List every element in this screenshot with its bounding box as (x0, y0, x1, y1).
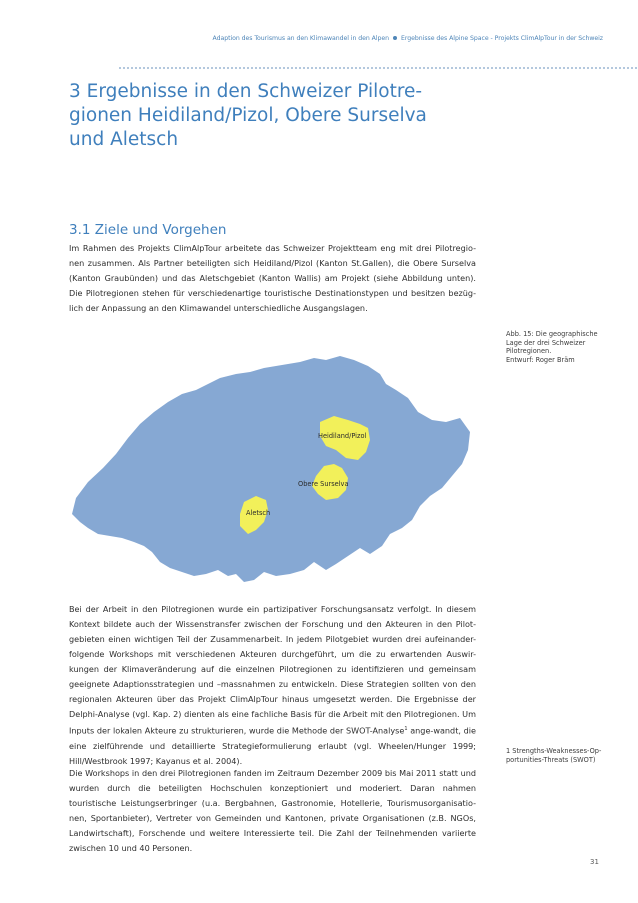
chapter-title-line-2: gionen Heidiland/Pizol, Obere Surselva (69, 105, 427, 126)
footnote (506, 747, 611, 764)
footnote-line-1: 1 Strengths-Weaknesses-Op- (506, 747, 602, 755)
dotted-divider (118, 67, 638, 69)
caption-line-1: Abb. 15: Die geographische (506, 330, 598, 338)
running-head (180, 35, 603, 42)
paragraph-workshops: Die Workshops in den drei Pilotregionen fanden im Zeitraum Dezember 2009 bis Mai 2011 statt und wurden durch die beteiligten Hochschulen konzeptioniert und moderiert. Daran nahmen touristische Leistungserbringer (u.a. Bergbahnen, Gastronomie, Hotellerie, Tourismusorganisatio-nen, Sportanbieter), Vertreter von Gemeinden und Kantonen, private Organisationen (z.B. NGOs, Landwirtschaft), Forschende und weitere Interessierte teil. Die Zahl der Teilnehmenden variierte zwischen 10 und 40 Personen. (69, 768, 476, 853)
caption-line-2: Lage der drei Schweizer (506, 338, 586, 347)
switzerland-outline (72, 356, 470, 582)
paragraph-intro: Im Rahmen des Projekts ClimAlpTour arbeitete das Schweizer Projektteam eng mit drei Pilotregio-nen zusammen. Als Partner beteiligten sich Heidiland/Pizol (Kanton St.Gallen), die Obere Surselva (Kanton Graubünden) und das Aletschgebiet (Kanton Wallis) am Projekt (siehe Abbildung unten). Die Pilotregionen stehen für verschiedenartige touristische Destinationstypen und besitzen bezüg-lich der Anpassung an den Klimawandel unterschiedliche Ausgangslagen. (69, 243, 476, 313)
figure-caption (506, 330, 611, 364)
label-heidiland-pizol: Heidiland/Pizol (318, 432, 367, 440)
label-aletsch: Aletsch (246, 509, 271, 517)
caption-line-3: Pilotregionen. (506, 347, 552, 356)
paragraph-method-text-1: Bei der Arbeit in den Pilotregionen wurde ein partizipativer Forschungsansatz verfolgt. In diesem Kontext bildete auch der Wissenstransfer zwischen der Forschung und den Akteuren in den Pilot-gebieten einen wichtigen Teil der Zusammenarbeit. In jedem Pilotgebiet wurden drei aufeinander-folgende Workshops mit verschiedenen Akteuren durchgeführt, um die zu erwartenden Auswir-kungen der Klimaveränderung auf die einzelnen Pilotregionen zu identifizieren und gemeinsam geeignete Adaptionsstrategien und –massnahmen zu entwickeln. Diese Strategien sollten von den regionalen Akteuren über das Projekt ClimAlpTour hinaus umgesetzt werden. Die Ergebnisse der Delphi-Analyse (vgl. Kap. 2) dienten als eine fachliche Basis für die Arbeit mit den Pilotregionen. Um Inputs der lokalen Akteure zu strukturieren, wurde die Methode der SWOT-Analyse (69, 604, 476, 736)
label-obere-surselva: Obere Surselva (298, 480, 349, 488)
chapter-title (69, 80, 489, 152)
footnote-line-2: portunities-Threats (SWOT) (506, 755, 596, 764)
running-head-right: Ergebnisse des Alpine Space - Projekts ClimAlpTour in der Schweiz (401, 35, 603, 42)
paragraph-method-text-2: ange-wandt, die eine zielführende und detaillierte Strategieformulierung erlaubt (vgl. Wheelen/Hunger 1999; Hill/Westbrook 1997; Kayanus et al. 2004). (69, 725, 476, 766)
caption-line-4: Entwurf: Roger Bräm (506, 355, 575, 364)
page-number: 31 (590, 858, 599, 866)
footnote-reference: 1 (404, 726, 408, 732)
bullet-separator-icon (393, 36, 397, 40)
switzerland-map (68, 350, 478, 586)
section-title: 3.1 Ziele und Vorgehen (69, 222, 227, 238)
running-head-left: Adaption des Tourismus an den Klimawandel in den Alpen (212, 35, 390, 42)
paragraph-method (69, 602, 476, 769)
chapter-title-line-3: und Aletsch (69, 129, 179, 150)
chapter-title-line-1: 3 Ergebnisse in den Schweizer Pilotre- (69, 81, 423, 102)
